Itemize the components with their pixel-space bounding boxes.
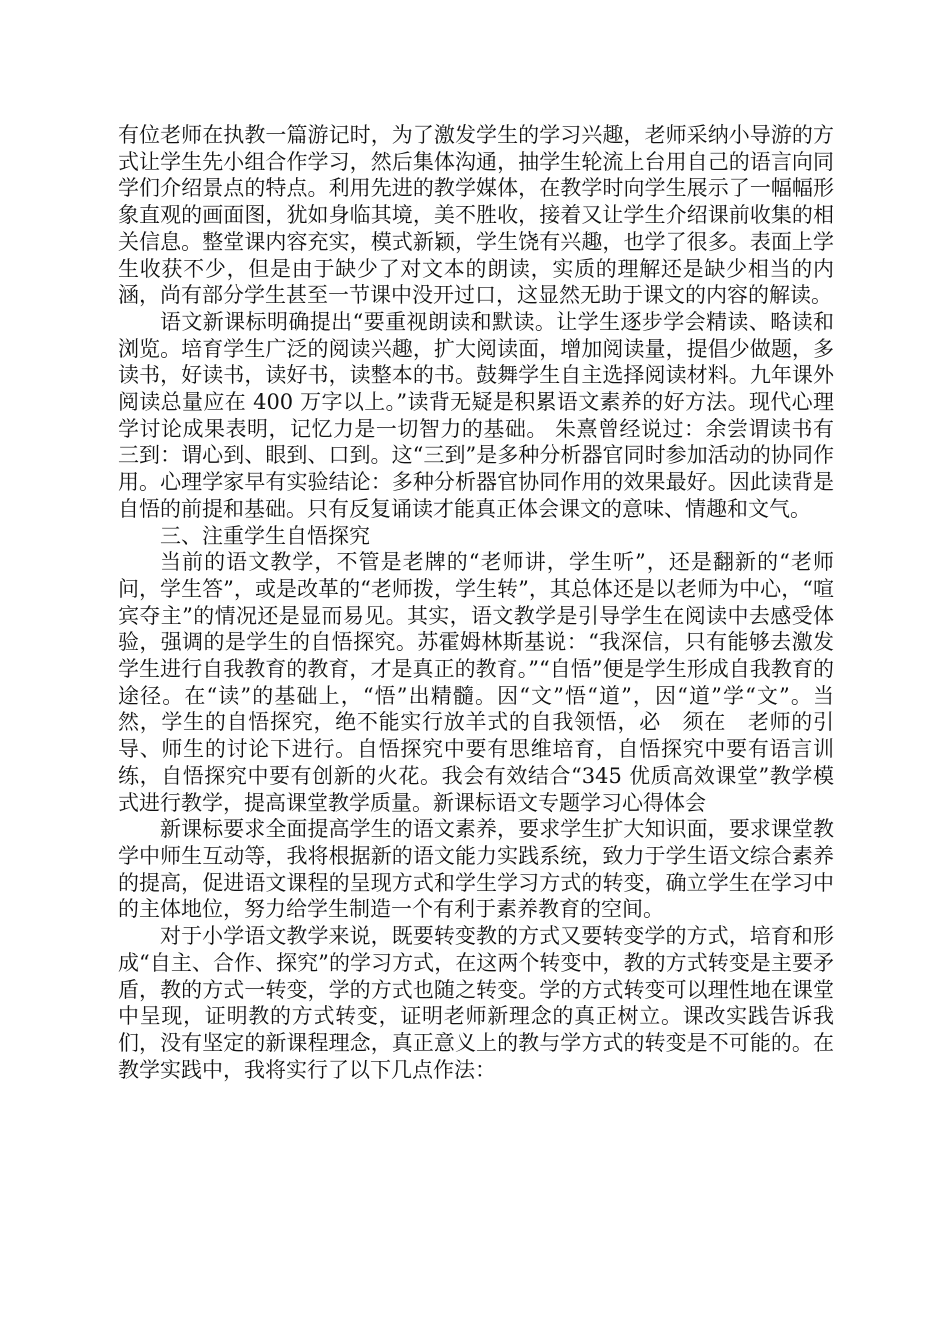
paragraph-reading-aloud: 语文新课标明确提出“要重视朗读和默读。让学生逐步学会精读、略读和浏览。培育学生广泛的阅读兴趣，扩大阅读面，增加阅读量，提倡少做题，多读书，好读书，读好书，读整本的书。鼓舞学生自主选择阅读材料。九年课外阅读总量应在 400 万字以上。”读背无疑是积累语文素养的好方法。现代心理学讨论成果表明，记忆力是一切智力的基础。 朱熹曾经说过：余尝谓读书有三到：谓心到、眼到、口到。这“三到”是多种分析器官同时参加活动的协同作用。心理学家早有实验结论：多种分析器官协同作用的效果最好。因此读背是自悟的前提和基础。只有反复诵读才能真正体会课文的意味、情趣和文气。 [118,309,834,521]
paragraph-teaching-methods: 对于小学语文教学来说，既要转变教的方式又要转变学的方式，培育和形成“自主、合作、探究”的学习方式，在这两个转变中，教的方式转变是主要矛盾，教的方式一转变，学的方式也随之转变。学的方式转变可以理性地在课堂中呈现，证明教的方式转变，证明老师新理念的真正树立。课改实践告诉我们，没有坚定的新课程理念，真正意义上的教与学方式的转变是不可能的。在教学实践中，我将实行了以下几点作法： [118,924,834,1082]
section-heading-self-inquiry: 三、注重学生自悟探究 [160,523,370,548]
paragraph-new-standards: 新课标要求全面提高学生的语文素养，要求学生扩大知识面，要求课堂教学中师生互动等，我将根据新的语文能力实践系统，致力于学生语文综合素养的提高，促进语文课程的呈现方式和学生学习方式的转变，确立学生在学习中的主体地位，努力给学生制造一个有利于素养教育的空间。 [118,817,834,922]
paragraph-tour-guide-lesson: 有位老师在执教一篇游记时，为了激发学生的学习兴趣，老师采纳小导游的方式让学生先小组合作学习，然后集体沟通，抽学生轮流上台用自己的语言向同学们介绍景点的特点。利用先进的教学媒体，在教学时向学生展示了一幅幅形象直观的画面图，犹如身临其境，美不胜收，接着又让学生介绍课前收集的相关信息。整堂课内容充实，模式新颖，学生饶有兴趣，也学了很多。表面上学生收获不少，但是由于缺少了对文本的朗读，实质的理解还是缺少相当的内涵，尚有部分学生甚至一节课中没开过口，这显然无助于课文的内容的解读。 [118,123,834,308]
document-page [118,122,834,1083]
paragraph-self-inquiry: 当前的语文教学，不管是老牌的“老师讲，学生听”，还是翻新的“老师问，学生答”，或是改革的“老师拨，学生转”，其总体还是以老师为中心，“喧宾夺主”的情况还是显而易见。其实，语文教学是引导学生在阅读中去感受体验，强调的是学生的自悟探究。苏霍姆林斯基说：“我深信，只有能够去激发学生进行自我教育的教育，才是真正的教育。”“自悟”便是学生形成自我教育的途径。在“读”的基础上，“悟”出精髓。因“文”悟“道”，因“道”学“文”。当然，学生的自悟探究，绝不能实行放羊式的自我领悟，必 须在 老师的引导、师生的讨论下进行。自悟探究中要有思维培育，自悟探究中要有语言训练，自悟探究中要有创新的火花。我会有效结合“345 优质高效课堂”教学模式进行教学，提高课堂教学质量。新课标语文专题学习心得体会 [118,550,834,815]
